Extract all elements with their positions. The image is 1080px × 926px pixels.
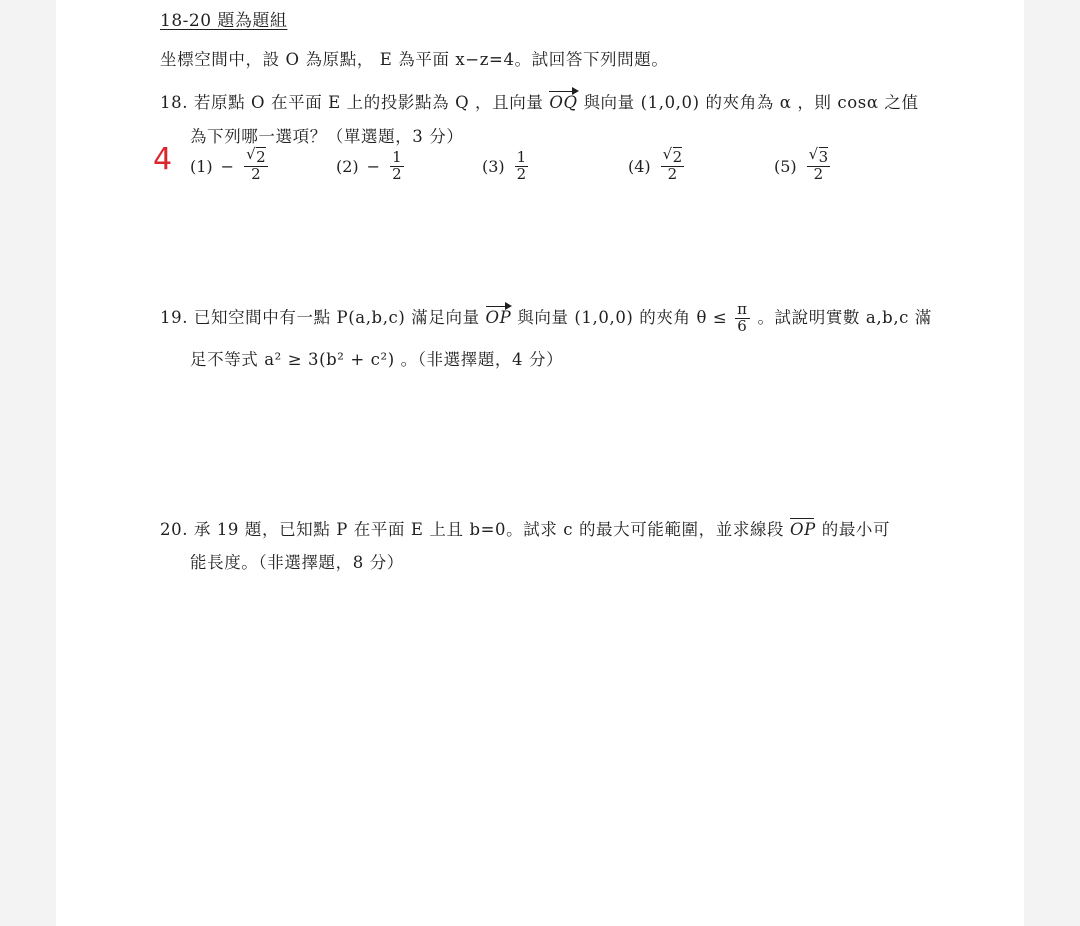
choice-numerator: 1: [392, 148, 402, 166]
radicand: 3: [818, 148, 829, 166]
choice-numerator: [807, 145, 831, 167]
choice-sign: −: [366, 156, 381, 176]
q20-prefix: 20. 承 19 題，已知點 P 在平面 E 上且 b=0。試求 c 的最大可能範圍，並求線段: [160, 520, 785, 539]
q19-line2: 足不等式 a² ≥ 3(b² + c²) 。（非選擇題，4 分）: [190, 350, 564, 369]
choice-label: (1): [190, 156, 213, 176]
choice-denominator: 2: [516, 164, 527, 183]
choice-label: (3): [482, 156, 505, 176]
sqrt-symbol: [662, 145, 683, 166]
intro-text: 坐標空間中，設 O 為原點， E 為平面 x−z=4。試回答下列問題。: [160, 50, 669, 69]
choice-fraction: [244, 145, 268, 183]
radical-sign: √: [246, 145, 256, 163]
vector-oq: OQ: [549, 93, 578, 112]
q19-mid: 與向量 (1,0,0) 的夾角 θ ≤: [517, 307, 728, 327]
answer-choice-1[interactable]: [190, 145, 270, 183]
q18-line1: [160, 89, 919, 113]
q19-prefix: 19. 已知空間中有一點 P(a,b,c) 滿足向量: [160, 307, 480, 327]
answer-choice-4[interactable]: [628, 145, 686, 183]
choice-fraction: [661, 145, 685, 183]
choice-label: (5): [774, 156, 797, 176]
vector-op: OP: [485, 307, 512, 327]
choice-denominator: 2: [392, 164, 402, 183]
q18-line2: 為下列哪一選項？（單選題，3 分）: [190, 127, 464, 146]
segment-op: OP: [790, 520, 816, 539]
q20-line1: [160, 516, 890, 540]
q19-line1: [160, 302, 932, 335]
choice-denominator: 2: [251, 164, 261, 183]
radical-sign: √: [662, 145, 673, 163]
angle-numerator: π: [737, 300, 748, 318]
group-title: 18-20 題為題組: [160, 11, 288, 31]
sqrt-symbol: [246, 145, 266, 166]
choice-numerator: [244, 145, 268, 167]
sqrt-symbol: [808, 145, 829, 166]
q20-line2: 能長度。（非選擇題，8 分）: [190, 553, 404, 572]
choice-sign: −: [220, 156, 235, 176]
answer-choice-2[interactable]: [336, 150, 406, 183]
choice-denominator: 2: [667, 164, 678, 183]
radical-sign: √: [808, 145, 819, 163]
choice-numerator: [661, 145, 685, 167]
choice-label: (2): [336, 156, 359, 176]
q20-suffix: 的最小可: [821, 520, 891, 539]
choice-label: (4): [628, 156, 651, 176]
answer-choice-3[interactable]: [482, 150, 530, 183]
choice-fraction: [807, 145, 831, 183]
choice-numerator: 1: [516, 148, 527, 166]
q19-suffix: 。試說明實數 a,b,c 滿: [757, 307, 932, 327]
q18-suffix: 與向量 (1,0,0) 的夾角為 α ，則 cosα 之值: [583, 93, 919, 112]
angle-fraction: [735, 302, 749, 335]
choice-denominator: 2: [813, 164, 824, 183]
q18-prefix: 18. 若原點 O 在平面 E 上的投影點為 Q ，且向量: [160, 93, 544, 112]
radicand: 2: [256, 148, 266, 166]
angle-denominator: 6: [737, 316, 748, 335]
choice-fraction: [515, 150, 529, 183]
answer-choice-5[interactable]: [774, 145, 832, 183]
radicand: 2: [672, 148, 683, 166]
choice-fraction: [390, 150, 404, 183]
handwritten-answer: 4: [153, 142, 173, 177]
